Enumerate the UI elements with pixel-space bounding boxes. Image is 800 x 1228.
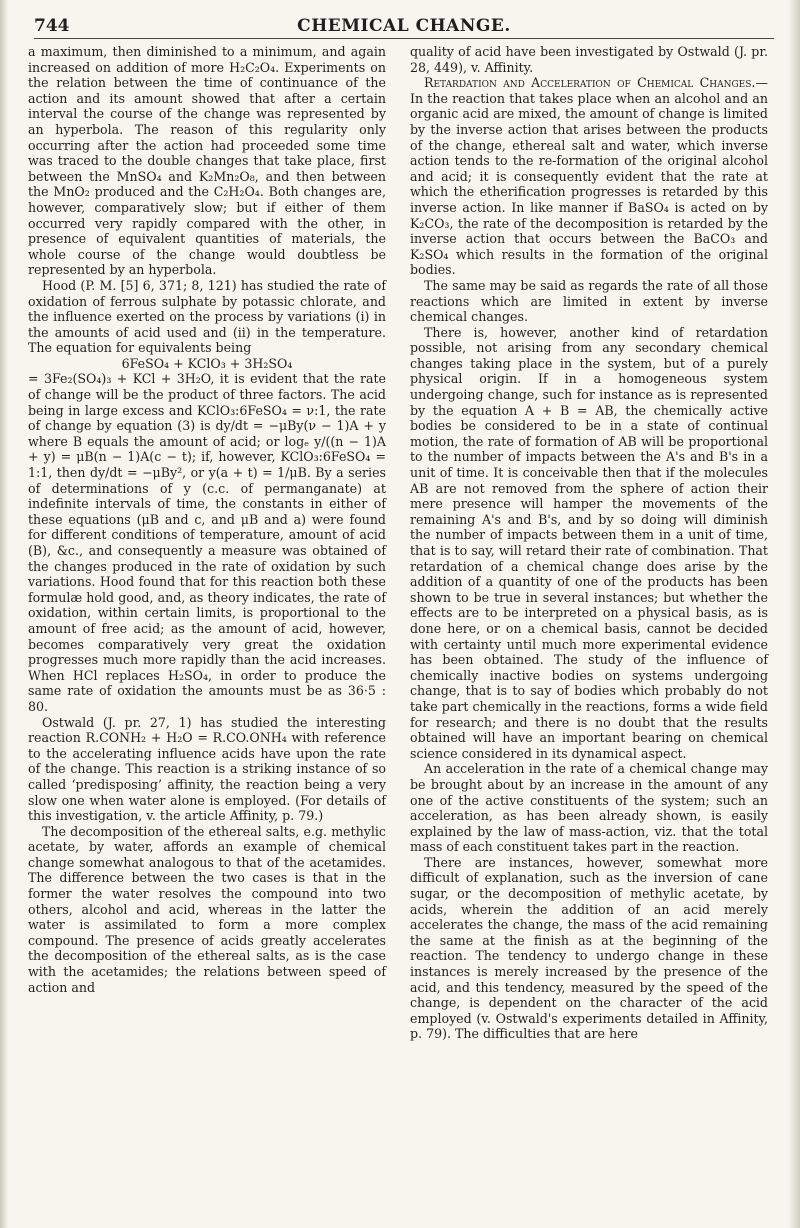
binding-shadow: [0, 0, 8, 1228]
paragraph: There is, however, another kind of retardation possible, not arising from any secondary chemical changes taking place in the system, but of a purely physical origin. If in a homogeneous system undergoing change, such for instance as is represented by the equation A + B = AB, the chemically active bodies be considered to be in a state of continual motion, the rate of formation of AB will be proportional to the number of impacts between the A's and B's in a unit of time. It is conceivable then that if the molecules AB are not removed from the sphere of action their mere presence will hamper the movements of the remaining A's and B's, and by so doing will diminish the number of impacts between them in a unit of time, that is to say, will retard their rate of combination. That retardation of a chemical change does arise by the addition of a quantity of one of the products has been shown to be true in several instances; but whether the effects are to be interpreted on a physical basis, as is done here, or on a chemical basis, cannot be decided with certainty until much more experimental evidence has been obtained. The study of the influence of chemically inactive bodies on systems undergoing change, that is to say of bodies which probably do not take part chemically in the reactions, forms a wide field for research; and there is no doubt that the results obtained will have an important bearing on chemical science considered in its dynamical aspect.: [410, 324, 768, 761]
section-heading: Retardation and Acceleration of Chemical Changes.: [424, 75, 756, 91]
paragraph: The same may be said as regards the rate of all those reactions which are limited in extent by inverse chemical changes.: [410, 277, 768, 325]
paragraph-text: —In the reaction that takes place when an alcohol and an organic acid are mixed, the amount of change is limited by the inverse action that arises between the products of the change, ethereal salt and water, which inverse action tends to the re-formation of the original alcohol and acid; it is consequently evident that the rate at which the etherification progresses is retarded by this inverse action. In like manner if BaSO₄ is acted on by K₂CO₃, the rate of the decomposition is retarded by the inverse action that occurs between the BaCO₃ and K₂SO₄ which results in the formation of the original bodies.: [410, 75, 768, 278]
page-number: 744: [34, 16, 70, 36]
section-paragraph: [410, 75, 768, 278]
equation: 6FeSO₄ + KClO₃ + 3H₂SO₄: [121, 355, 293, 371]
paragraph: a maximum, then diminished to a minimum, and again increased on addition of more H₂C₂O₄. Experiments on the relation between the time of continuance of the action and its amount showed that after a certain interval the course of the change was represented by an hyperbola. The reason of this regularity only occurring after the action had proceeded some time was traced to the double changes that take place, first between the MnSO₄ and K₂Mn₂O₈, and then between the MnO₂ produced and the C₂H₂O₄. Both changes are, however, comparatively slow; but if either of them occurred very rapidly compared with the other, in presence of equivalent quantities of materials, the whole course of the change would doubtless be represented by an hyperbola.: [28, 44, 386, 278]
left-column: [28, 44, 386, 995]
running-head: CHEMICAL CHANGE.: [297, 16, 511, 36]
page-edge-shadow: [788, 0, 800, 1228]
right-column: [410, 44, 768, 1042]
paragraph: The decomposition of the ethereal salts, e.g. methylic acetate, by water, affords an example of chemical change somewhat analogous to that of the acetamides. The difference between the two cases is that in the former the water resolves the compound into two others, alcohol and acid, whereas in the latter the water is assimilated to form a more complex compound. The presence of acids greatly accelerates the decomposition of the ethereal salts, as is the case with the acetamides; the relations between speed of action and: [28, 823, 386, 995]
paragraph: An acceleration in the rate of a chemical change may be brought about by an increase in the amount of any one of the active constituents of the system; such an acceleration, as has been already shown, is easily explained by the law of mass-action, viz. that the total mass of each constituent takes part in the reaction.: [410, 761, 768, 855]
paragraph: quality of acid have been investigated by Ostwald (J. pr. 28, 449), v. Affinity.: [410, 44, 768, 75]
paragraph: Hood (P. M. [5] 6, 371; 8, 121) has studied the rate of oxidation of ferrous sulphate by potassic chlorate, and the influence exerted on the process by variations (i) in the amounts of acid used and (ii) in the temperature. The equation for equivalents being: [28, 277, 386, 356]
paragraph: = 3Fe₂(SO₄)₃ + KCl + 3H₂O, it is evident that the rate of change will be the product of three factors. The acid being in large excess and KClO₃:6FeSO₄ = ν:1, the rate of change by equation (3) is dy/dt = −μBy(ν − 1)A + y where B equals the amount of acid; or logₑ y/((n − 1)A + y) = μB(n − 1)A(c − t); if, however, KClO₃:6FeSO₄ = 1:1, then dy/dt = −μBy², or y(a + t) = 1/μB. By a series of determinations of y (c.c. of permanganate) at indefinite intervals of time, the constants in either of these equations (μB and c, and μB and a) were found for different conditions of temperature, amount of acid (B), &c., and consequently a measure was obtained of the changes produced in the rate of oxidation by such variations. Hood found that for this reaction both these formulæ hold good, and, as theory indicates, the rate of oxidation, within certain limits, is proportional to the amount of free acid; as the amount of acid, however, becomes comparatively very great the oxidation progresses much more rapidly than the acid increases. When HCl replaces H₂SO₄, in order to produce the same rate of oxidation the amounts must be as 36·5 : 80.: [28, 371, 386, 714]
paragraph: Ostwald (J. pr. 27, 1) has studied the interesting reaction R.CONH₂ + H₂O = R.CO.ONH₄ with reference to the accelerating influence acids have upon the rate of the change. This reaction is a striking instance of so called ‘predisposing’ affinity, the reaction being a very slow one when water alone is employed. (For details of this investigation, v. the article Affinity, p. 79.): [28, 714, 386, 824]
paragraph: There are instances, however, somewhat more difficult of explanation, such as the inversion of cane sugar, or the decomposition of methylic acetate, by acids, wherein the addition of an acid merely accelerates the change, the mass of the acid remaining the same at the finish as at the beginning of the reaction. The tendency to undergo change in these instances is merely increased by the presence of the acid, and this tendency, measured by the speed of the change, is dependent on the character of the acid employed (v. Ostwald's experiments detailed in Affinity, p. 79). The difficulties that are here: [410, 854, 768, 1042]
header-rule: [34, 38, 774, 39]
page-header: [34, 12, 774, 40]
